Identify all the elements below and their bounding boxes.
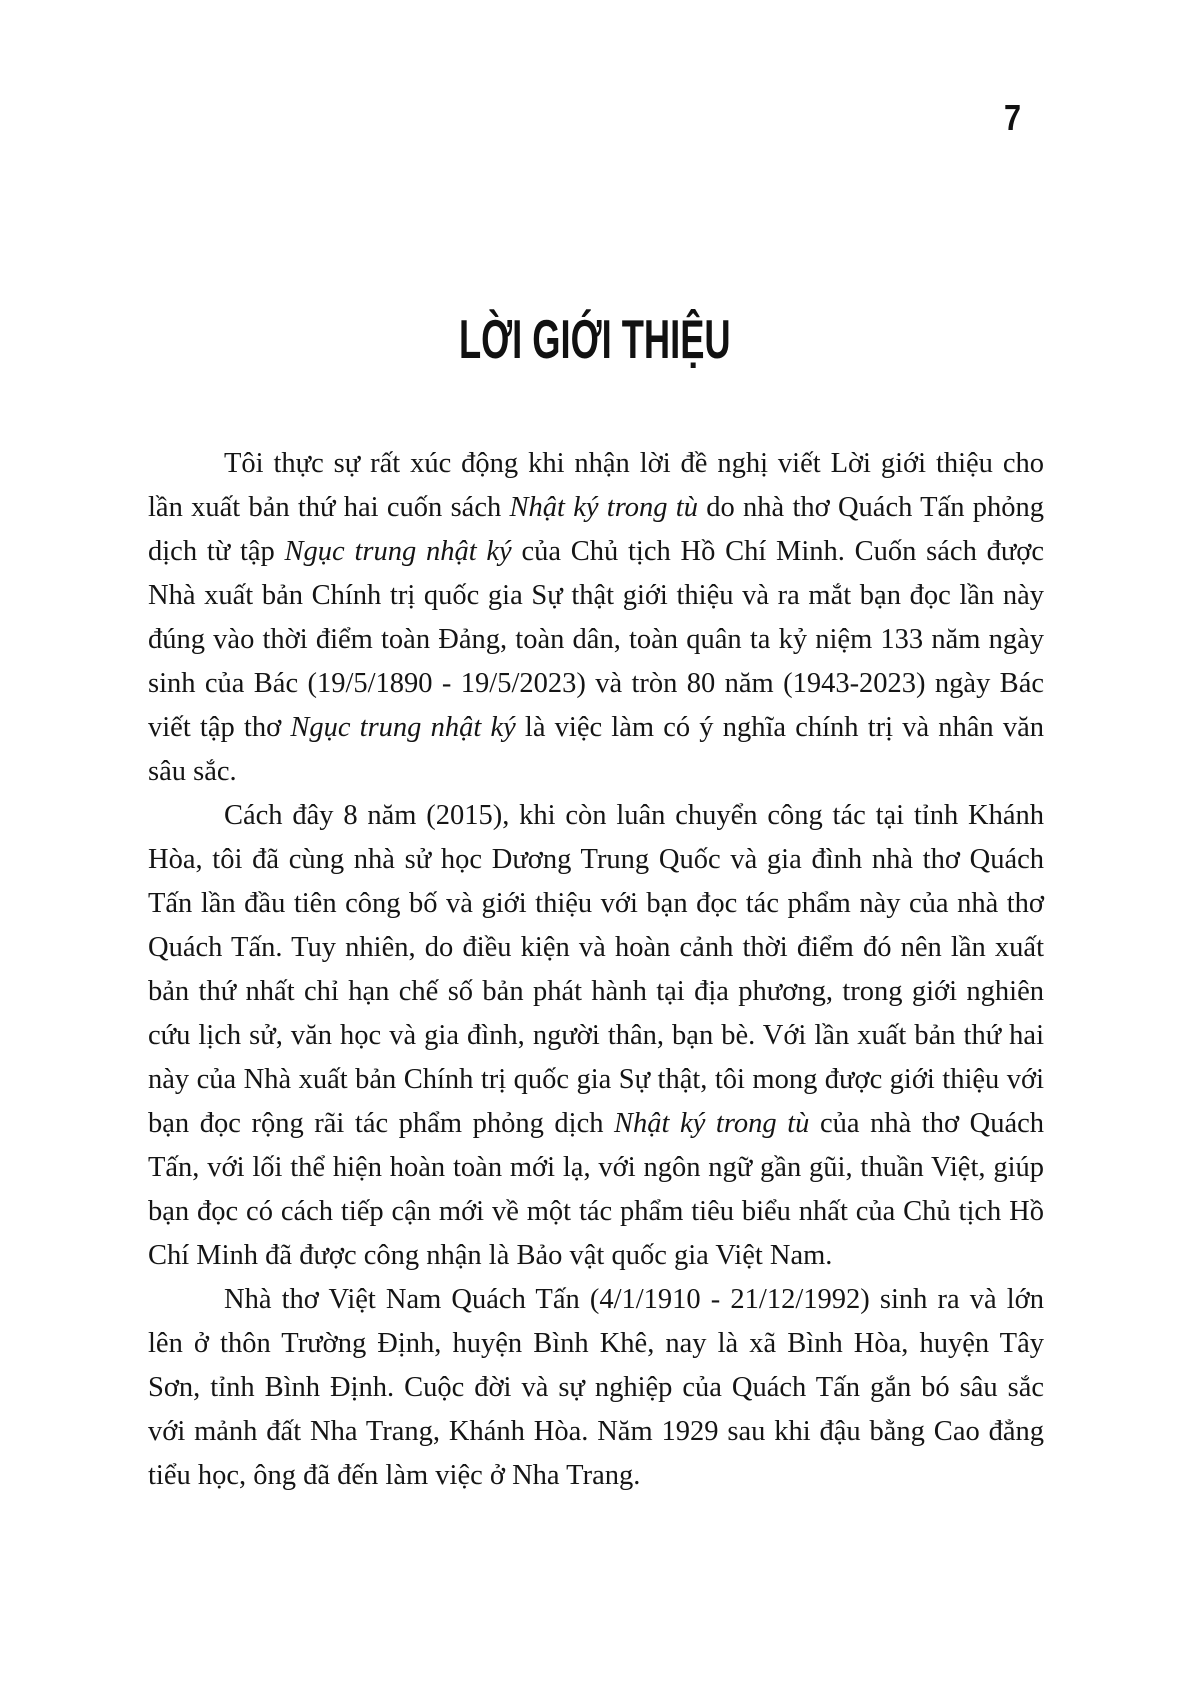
page-title: LỜI GIỚI THIỆU xyxy=(459,308,731,370)
text-run: Nhà thơ Việt Nam Quách Tấn (4/1/1910 - 21/12/1992) sinh ra và lớn lên ở thôn Trường Định, huyện Bình Khê, nay là xã Bình Hòa, huyện Tây Sơn, tỉnh Bình Định. Cuộc đời và sự nghiệp của Quách Tấn gắn bó sâu sắc với mảnh đất Nha Trang, Khánh Hòa. Năm 1929 sau khi đậu bằng Cao đẳng tiểu học, ông đã đến làm việc ở Nha Trang. xyxy=(148,1284,1044,1491)
page-number: 7 xyxy=(1003,97,1021,138)
page-title-wrap xyxy=(145,308,1045,370)
text-run: Tôi thực sự rất xúc động khi nhận lời đề nghị viết Lời giới thiệu cho lần xuất bản thứ hai cuốn sách xyxy=(148,448,1044,523)
paragraph-2 xyxy=(148,794,1044,1278)
text-run: Cách đây 8 năm (2015), khi còn luân chuyển công tác tại tỉnh Khánh Hòa, tôi đã cùng nhà sử học Dương Trung Quốc và gia đình nhà thơ Quách Tấn lần đầu tiên công bố và giới thiệu với bạn đọc tác phẩm này của nhà thơ Quách Tấn. Tuy nhiên, do điều kiện và hoàn cảnh thời điểm đó nên lần xuất bản thứ nhất chỉ hạn chế số bản phát hành tại địa phương, trong giới nghiên cứu lịch sử, văn học và gia đình, người thân, bạn bè. Với lần xuất bản thứ hai này của Nhà xuất bản Chính trị quốc gia Sự thật, tôi mong được giới thiệu với bạn đọc rộng rãi tác phẩm phỏng dịch xyxy=(148,800,1044,1139)
book-title-italic: Ngục trung nhật ký xyxy=(290,712,516,743)
text-run: do nhà thơ Quách Tấn phỏng dịch từ tập xyxy=(148,492,1044,567)
paragraph-3 xyxy=(148,1278,1044,1498)
book-title-italic: Nhật ký trong tù xyxy=(614,1108,810,1139)
text-run: của Chủ tịch Hồ Chí Minh. Cuốn sách được Nhà xuất bản Chính trị quốc gia Sự thật giới thiệu và ra mắt bạn đọc lần này đúng vào thời điểm toàn Đảng, toàn dân, toàn quân ta kỷ niệm 133 năm ngày sinh của Bác (19/5/1890 - 19/5/2023) và tròn 80 năm (1943-2023) ngày Bác viết tập thơ xyxy=(148,536,1044,743)
text-run: là việc làm có ý nghĩa chính trị và nhân văn sâu sắc. xyxy=(148,712,1045,787)
paragraph-1 xyxy=(148,442,1044,794)
body-text xyxy=(148,442,1044,1498)
text-run: của nhà thơ Quách Tấn, với lối thể hiện hoàn toàn mới lạ, với ngôn ngữ gần gũi, thuần Việt, giúp bạn đọc có cách tiếp cận mới về một tác phẩm tiêu biểu nhất của Chủ tịch Hồ Chí Minh đã được công nhận là Bảo vật quốc gia Việt Nam. xyxy=(148,1108,1044,1271)
book-title-italic: Nhật ký trong tù xyxy=(509,492,698,523)
book-title-italic: Ngục trung nhật ký xyxy=(284,536,512,567)
